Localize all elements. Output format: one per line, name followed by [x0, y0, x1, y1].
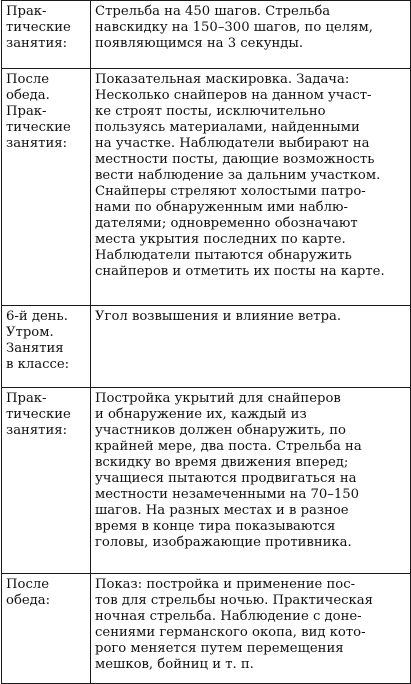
description-line: места укрытия последних по карте.	[95, 232, 346, 247]
description-line: Стрельба на 450 шагов. Стрельба	[95, 4, 331, 19]
session-label-line: тические	[6, 407, 71, 422]
description-line: снайперов и отметить их посты на карте.	[95, 264, 385, 279]
session-label-cell	[2, 388, 91, 574]
session-description-cell	[91, 574, 411, 684]
session-label-line: 6-й день.	[6, 309, 68, 324]
session-label-line: тические	[6, 120, 71, 135]
schedule-row	[2, 388, 411, 574]
description-line: время в конце тира показываются	[95, 519, 336, 534]
session-label-line: Занятия	[6, 341, 64, 356]
description-line: нами по обнаруженным ими наблю-	[95, 200, 348, 215]
description-line: тов для стрельбы ночью. Практическая	[95, 593, 373, 608]
session-label-cell	[2, 1, 91, 69]
session-label-line: Прак-	[6, 391, 47, 406]
description-line: появляющимся на 3 секунды.	[95, 36, 304, 51]
session-label-line: занятия:	[6, 136, 68, 151]
description-line: ке строят посты, исключительно	[95, 104, 326, 119]
description-line: Показ: постройка и применение пос-	[95, 577, 356, 592]
description-line: вскидку во время движения вперед;	[95, 455, 349, 470]
description-line: местности посты, дающие возможность	[95, 152, 375, 167]
description-line: учащиеся пытаются продвигаться на	[95, 471, 357, 486]
session-label-line: Прак-	[6, 4, 47, 19]
description-line: Наблюдатели пытаются обнаружить	[95, 248, 352, 263]
description-line: Показательная маскировка. Задача:	[95, 72, 350, 87]
schedule-row	[2, 306, 411, 388]
description-line: местности незамеченными на 70–150	[95, 487, 360, 502]
session-label-line: занятия:	[6, 423, 68, 438]
session-label-line: обеда.	[6, 88, 50, 103]
training-schedule-table	[1, 0, 411, 684]
description-line: рого меняется путем перемещения	[95, 641, 344, 656]
session-label-cell	[2, 69, 91, 306]
description-line: Несколько снайперов на данном участ-	[95, 88, 372, 103]
description-line: вести наблюдение за дальним участком.	[95, 168, 381, 183]
schedule-row	[2, 574, 411, 684]
description-line: навскидку на 150–300 шагов, по целям,	[95, 20, 373, 35]
session-description-cell	[91, 306, 411, 388]
session-label-line: в классе:	[6, 357, 70, 372]
description-line: пользуясь материалами, найденными	[95, 120, 360, 135]
session-label-line: После	[6, 577, 50, 592]
session-label-cell	[2, 306, 91, 388]
description-line: мешков, бойниц и т. п.	[95, 657, 254, 672]
description-line: дателями; одновременно обозначают	[95, 216, 358, 231]
session-label-line: После	[6, 72, 50, 87]
description-line: шагов. На разных местах и в разное	[95, 503, 349, 518]
session-label-line: занятия:	[6, 36, 68, 51]
description-line: на участке. Наблюдатели выбирают на	[95, 136, 370, 151]
description-line: и обнаружение их, каждый из	[95, 407, 307, 422]
description-line: сениями германского окопа, вид кото-	[95, 625, 366, 640]
session-label-cell	[2, 574, 91, 684]
session-description-cell	[91, 388, 411, 574]
session-description-cell	[91, 1, 411, 69]
description-line: ночная стрельба. Наблюдение с доне-	[95, 609, 362, 624]
description-line: Постройка укрытий для снайперов	[95, 391, 341, 406]
session-label-line: Прак-	[6, 104, 47, 119]
description-line: крайней мере, два поста. Стрельба на	[95, 439, 362, 454]
session-description-cell	[91, 69, 411, 306]
session-label-line: обеда:	[6, 593, 51, 608]
description-line: участников должен обнаружить, по	[95, 423, 346, 438]
schedule-row	[2, 69, 411, 306]
description-line: Угол возвышения и влияние ветра.	[95, 309, 342, 324]
schedule-row	[2, 1, 411, 69]
description-line: головы, изображающие противника.	[95, 535, 352, 550]
session-label-line: Утром.	[6, 325, 54, 340]
session-label-line: тические	[6, 20, 71, 35]
description-line: Снайперы стреляют холостыми патро-	[95, 184, 366, 199]
